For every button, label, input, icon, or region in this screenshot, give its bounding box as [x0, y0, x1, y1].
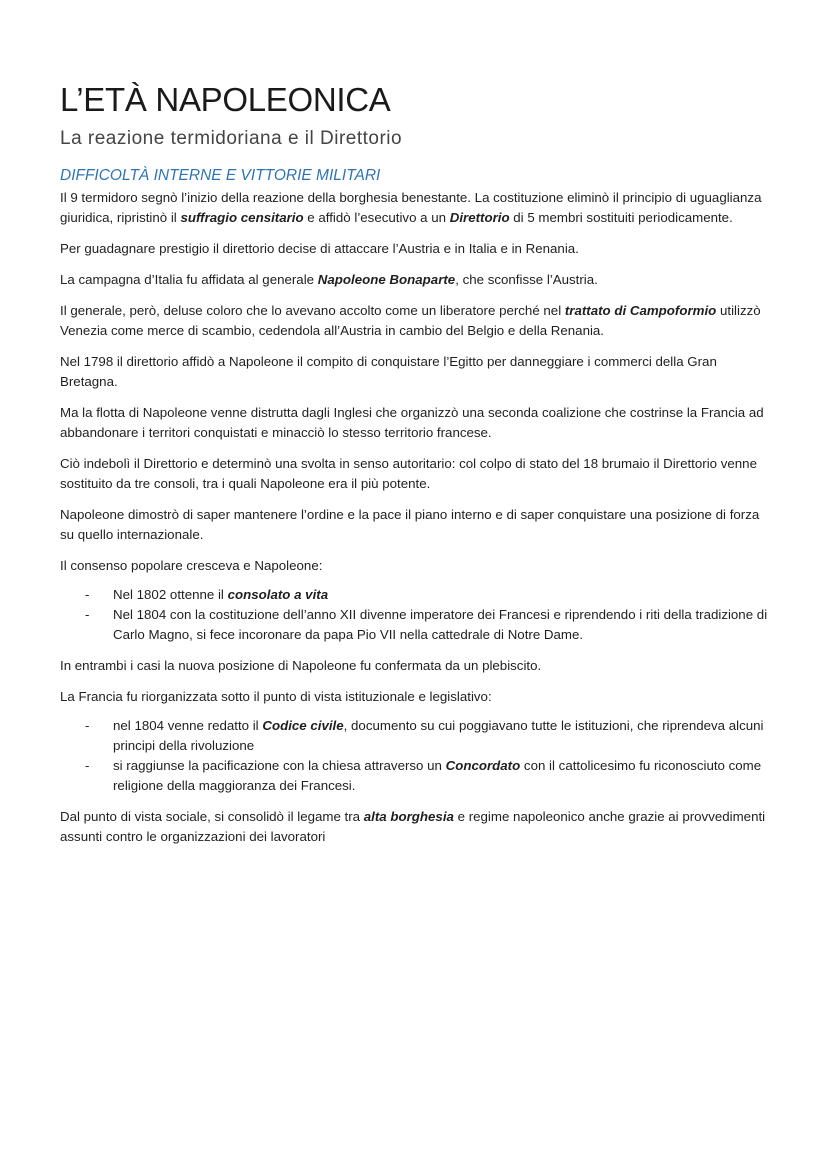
list-item: - Nel 1804 con la costituzione dell’anno XII divenne imperatore dei Francesi e riprendendo i riti della tradizione di Carlo Magno, si fece incoronare da papa Pio VII nella cattedrale di Notre Dame. [85, 607, 768, 642]
paragraph-consenso: Il consenso popolare cresceva e Napoleone: [60, 558, 323, 573]
emphasis-consolato: consolato a vita [227, 587, 329, 602]
emphasis-alta-borghesia: alta borghesia [363, 809, 454, 824]
paragraph-ordine: Napoleone dimostrò di saper mantenere l’ordine e la pace il piano interno e di saper conquistare una posizione di forza su quello internazionale. [60, 507, 760, 542]
emphasis-concordato: Concordato [445, 758, 521, 773]
paragraph-plebiscito: In entrambi i casi la nuova posizione di Napoleone fu confermata da un plebiscito. [60, 658, 542, 673]
emphasis-suffragio: suffragio censitario [180, 210, 304, 225]
list-riforme [60, 716, 770, 796]
page-subtitle: La reazione termidoriana e il Direttorio [60, 128, 403, 149]
list-item: - nel 1804 venne redatto il Codice civile, documento su cui poggiavano tutte le istituzioni, che riprendeva alcuni principi della rivoluzione [85, 718, 764, 753]
section-heading: DIFFICOLTÀ INTERNE E VITTORIE MILITARI [60, 167, 381, 184]
paragraph-brumaio: Ciò indebolì il Direttorio e determinò una svolta in senso autoritario: col colpo di stato del 18 brumaio il Direttorio venne sostituito da tre consoli, tra i quali Napoleone era il più potente. [60, 456, 757, 491]
list-item: - Nel 1802 ottenne il consolato a vita [85, 587, 329, 602]
paragraph-riorganizzazione: La Francia fu riorganizzata sotto il punto di vista istituzionale e legislativo: [60, 689, 492, 704]
paragraph-egitto: Nel 1798 il direttorio affidò a Napoleone il compito di conquistare l’Egitto per danneggiare i commerci della Gran Bretagna. [60, 354, 717, 389]
paragraph-flotta: Ma la flotta di Napoleone venne distrutta dagli Inglesi che organizzò una seconda coalizione che costrinse la Francia ad abbandonare i territori conquistati e minacciò lo stesso territorio francese. [60, 405, 764, 440]
emphasis-direttorio: Direttorio [449, 210, 510, 225]
emphasis-campoformio: trattato di Campoformio [564, 303, 717, 318]
paragraph-campagna-italia: La campagna d’Italia fu affidata al generale Napoleone Bonaparte, che sconfisse l’Austria. [60, 272, 598, 287]
list-napoleone [60, 585, 770, 645]
page-title: L’ETÀ NAPOLEONICA [60, 81, 391, 118]
emphasis-codice-civile: Codice civile [262, 718, 344, 733]
paragraph-campoformio: Il generale, però, deluse coloro che lo avevano accolto come un liberatore perché nel trattato di Campoformio utilizzò Venezia come merce di scambio, cedendola all’Austria in cambio del Belgio e della Renania. [60, 303, 761, 338]
emphasis-napoleone: Napoleone Bonaparte [317, 272, 456, 287]
paragraph-alta-borghesia: Dal punto di vista sociale, si consolidò il legame tra alta borghesia e regime napoleonico anche grazie ai provvedimenti assunti contro le organizzazioni dei lavoratori [60, 809, 766, 844]
list-item: - si raggiunse la pacificazione con la chiesa attraverso un Concordato con il cattolicesimo fu riconosciuto come religione della maggioranza dei Francesi. [85, 758, 762, 793]
paragraph-prestigio: Per guadagnare prestigio il direttorio decise di attaccare l’Austria e in Italia e in Renania. [60, 241, 579, 256]
paragraph-termidoro: Il 9 termidoro segnò l’inizio della reazione della borghesia benestante. La costituzione eliminò il principio di uguaglianza giuridica, ripristinò il suffragio censitario e affidò l’esecutivo a un Direttorio di 5 membri sostituiti periodicamente. [60, 190, 762, 225]
